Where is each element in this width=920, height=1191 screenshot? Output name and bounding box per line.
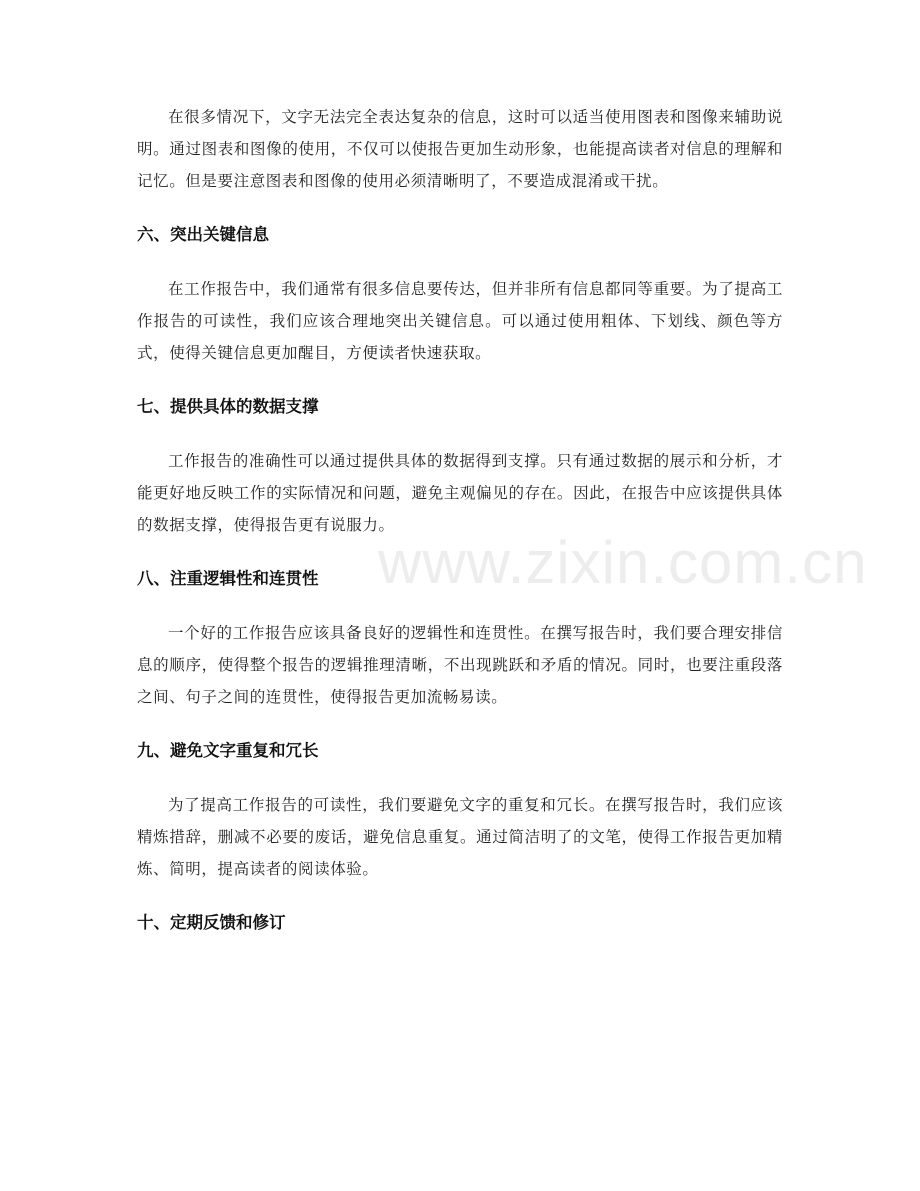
intro-paragraph: 在很多情况下，文字无法完全表达复杂的信息，这时可以适当使用图表和图像来辅助说明。通过图表和图像的使用，不仅可以使报告更加生动形象，也能提高读者对信息的理解和记忆。但是要注意图表和图像的使用必须清晰明了，不要造成混淆或干扰。 xyxy=(137,108,783,190)
section-heading-7: 七、提供具体的数据支撑 xyxy=(137,397,319,416)
section-body-7: 工作报告的准确性可以通过提供具体的数据得到支撑。只有通过数据的展示和分析，才能更好地反映工作的实际情况和问题，避免主观偏见的存在。因此，在报告中应该提供具体的数据支撑，使得报告更有说服力。 xyxy=(137,452,783,534)
section-body-6: 在工作报告中，我们通常有很多信息要传达，但并非所有信息都同等重要。为了提高工作报告的可读性，我们应该合理地突出关键信息。可以通过使用粗体、下划线、颜色等方式，使得关键信息更加醒目，方便读者快速获取。 xyxy=(137,280,783,362)
section-heading-8: 八、注重逻辑性和连贯性 xyxy=(137,569,319,588)
section-body-8: 一个好的工作报告应该具备良好的逻辑性和连贯性。在撰写报告时，我们要合理安排信息的顺序，使得整个报告的逻辑推理清晰，不出现跳跃和矛盾的情况。同时，也要注重段落之间、句子之间的连贯性，使得报告更加流畅易读。 xyxy=(137,624,783,706)
section-heading-6: 六、突出关键信息 xyxy=(137,225,269,244)
document-body xyxy=(137,101,783,939)
section-heading-9: 九、避免文字重复和冗长 xyxy=(137,741,319,760)
section-body-9: 为了提高工作报告的可读性，我们要避免文字的重复和冗长。在撰写报告时，我们应该精炼措辞，删减不必要的废话，避免信息重复。通过简洁明了的文笔，使得工作报告更加精炼、简明，提高读者的阅读体验。 xyxy=(137,796,783,878)
section-heading-10: 十、定期反馈和修订 xyxy=(137,913,286,932)
watermark: www.zixin.com.cn xyxy=(378,529,868,596)
